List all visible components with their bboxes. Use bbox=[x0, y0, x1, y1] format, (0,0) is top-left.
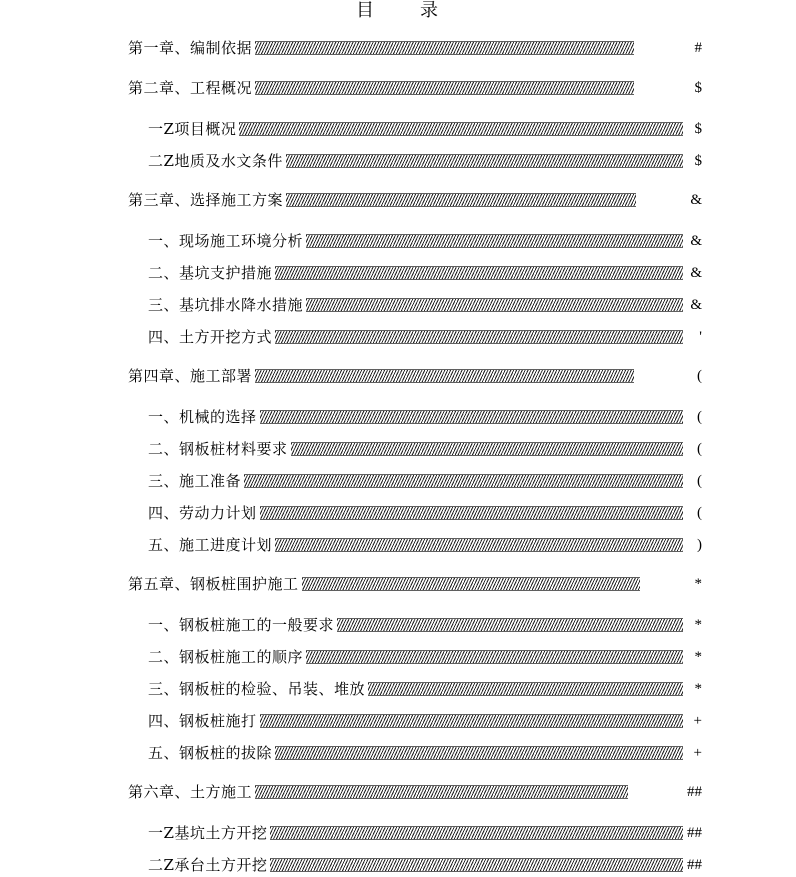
toc-leader-dots bbox=[255, 785, 628, 799]
toc-leader-dots bbox=[337, 618, 683, 632]
toc-entry-label: 三、施工准备 bbox=[148, 472, 242, 490]
toc-page-number: ( bbox=[697, 368, 702, 384]
toc-page-number: ( bbox=[697, 473, 702, 489]
toc-leader-dots bbox=[306, 234, 683, 248]
toc-page-number: # bbox=[694, 40, 702, 56]
toc-entry[interactable] bbox=[148, 741, 683, 765]
toc-leader-dots bbox=[286, 154, 683, 168]
toc-title-right: 录 bbox=[420, 0, 440, 21]
toc-leader-dots bbox=[255, 41, 634, 55]
toc-entry[interactable] bbox=[128, 780, 628, 804]
toc-entry[interactable] bbox=[148, 853, 683, 877]
toc-entry-label: 五、施工进度计划 bbox=[148, 536, 273, 554]
toc-page-number: + bbox=[693, 713, 702, 729]
toc-page-number: * bbox=[694, 681, 702, 697]
toc-page-number: ' bbox=[699, 329, 702, 345]
toc-entry-label: 第二章、工程概况 bbox=[128, 79, 253, 97]
toc-page-number: + bbox=[693, 745, 702, 761]
toc-entry-label: 五、钢板桩的拔除 bbox=[148, 744, 273, 762]
toc-page-number: ) bbox=[697, 537, 702, 553]
toc-leader-dots bbox=[302, 577, 640, 591]
toc-entry[interactable] bbox=[148, 709, 683, 733]
toc-entry[interactable] bbox=[128, 36, 634, 60]
toc-leader-dots bbox=[255, 81, 634, 95]
toc-leader-dots bbox=[306, 650, 683, 664]
toc-entry-label: 一Z基坑土方开挖 bbox=[148, 824, 268, 842]
toc-entry-label: 一、现场施工环境分析 bbox=[148, 232, 304, 250]
toc-leader-dots bbox=[270, 858, 683, 872]
toc-entry-label: 二Z地质及水文条件 bbox=[148, 152, 283, 170]
toc-leader-dots bbox=[275, 330, 683, 344]
toc-entry[interactable] bbox=[148, 501, 683, 525]
toc-entry[interactable] bbox=[148, 229, 683, 253]
toc-page-number: ( bbox=[697, 409, 702, 425]
toc-leader-dots bbox=[275, 538, 683, 552]
toc-leader-dots bbox=[275, 266, 683, 280]
toc-leader-dots bbox=[260, 506, 683, 520]
toc-entry-label: 四、劳动力计划 bbox=[148, 504, 257, 522]
toc-entry[interactable] bbox=[148, 293, 683, 317]
toc-page-number: ## bbox=[687, 857, 702, 873]
toc-page-number: * bbox=[694, 576, 702, 592]
toc-title-left: 目 bbox=[356, 0, 376, 21]
toc-entry[interactable] bbox=[148, 645, 683, 669]
toc-entry-label: 一、机械的选择 bbox=[148, 408, 257, 426]
toc-entry-label: 二、基坑支护措施 bbox=[148, 264, 273, 282]
toc-entry-label: 三、基坑排水降水措施 bbox=[148, 296, 304, 314]
toc-entry-label: 二、钢板桩施工的顺序 bbox=[148, 648, 304, 666]
toc-leader-dots bbox=[306, 298, 683, 312]
toc-entry-label: 二Z承台土方开挖 bbox=[148, 856, 268, 874]
toc-page-number: & bbox=[690, 192, 702, 208]
toc-entry[interactable] bbox=[128, 364, 634, 388]
toc-page-number: ## bbox=[687, 784, 702, 800]
toc-entry-label: 一Z项目概况 bbox=[148, 120, 237, 138]
toc-page-number: * bbox=[694, 617, 702, 633]
toc-page-number: ( bbox=[697, 505, 702, 521]
toc-page-number: & bbox=[690, 265, 702, 281]
toc-entry[interactable] bbox=[148, 149, 683, 173]
toc-page-number: $ bbox=[694, 80, 702, 96]
toc-leader-dots bbox=[291, 442, 683, 456]
toc-page-number: & bbox=[690, 297, 702, 313]
toc-entry-label: 一、钢板桩施工的一般要求 bbox=[148, 616, 335, 634]
toc-entry-label: 四、钢板桩施打 bbox=[148, 712, 257, 730]
toc-entry[interactable] bbox=[148, 437, 683, 461]
toc-entry[interactable] bbox=[148, 117, 683, 141]
toc-leader-dots bbox=[368, 682, 683, 696]
toc-entry-label: 三、钢板桩的检验、吊装、堆放 bbox=[148, 680, 366, 698]
toc-entry-label: 四、土方开挖方式 bbox=[148, 328, 273, 346]
toc-entry-label: 第四章、施工部署 bbox=[128, 367, 253, 385]
toc-entry[interactable] bbox=[128, 76, 634, 100]
toc-leader-dots bbox=[244, 474, 683, 488]
toc-leader-dots bbox=[270, 826, 683, 840]
toc-entry[interactable] bbox=[128, 572, 640, 596]
toc-leader-dots bbox=[286, 193, 636, 207]
toc-entry[interactable] bbox=[148, 325, 683, 349]
toc-leader-dots bbox=[239, 122, 683, 136]
toc-entry[interactable] bbox=[128, 188, 636, 212]
toc-leader-dots bbox=[275, 746, 683, 760]
toc-entry-label: 第一章、编制依据 bbox=[128, 39, 253, 57]
toc-leader-dots bbox=[255, 369, 634, 383]
toc-leader-dots bbox=[260, 714, 683, 728]
toc-entry[interactable] bbox=[148, 405, 683, 429]
toc-page-number: $ bbox=[694, 153, 702, 169]
toc-entry[interactable] bbox=[148, 533, 683, 557]
toc-entry[interactable] bbox=[148, 677, 683, 701]
toc-entry-label: 二、钢板桩材料要求 bbox=[148, 440, 288, 458]
toc-entry[interactable] bbox=[148, 613, 683, 637]
toc-entry[interactable] bbox=[148, 821, 683, 845]
toc-page-number: & bbox=[690, 233, 702, 249]
toc-page-number: ( bbox=[697, 441, 702, 457]
toc-entry-label: 第五章、钢板桩围护施工 bbox=[128, 575, 299, 593]
toc-entry[interactable] bbox=[148, 469, 683, 493]
toc-page-number: $ bbox=[694, 121, 702, 137]
toc-page-number: * bbox=[694, 649, 702, 665]
toc-entry-label: 第三章、选择施工方案 bbox=[128, 191, 284, 209]
toc-page-number: ## bbox=[687, 825, 702, 841]
toc-entry[interactable] bbox=[148, 261, 683, 285]
toc-entry-label: 第六章、土方施工 bbox=[128, 783, 253, 801]
toc-leader-dots bbox=[260, 410, 683, 424]
